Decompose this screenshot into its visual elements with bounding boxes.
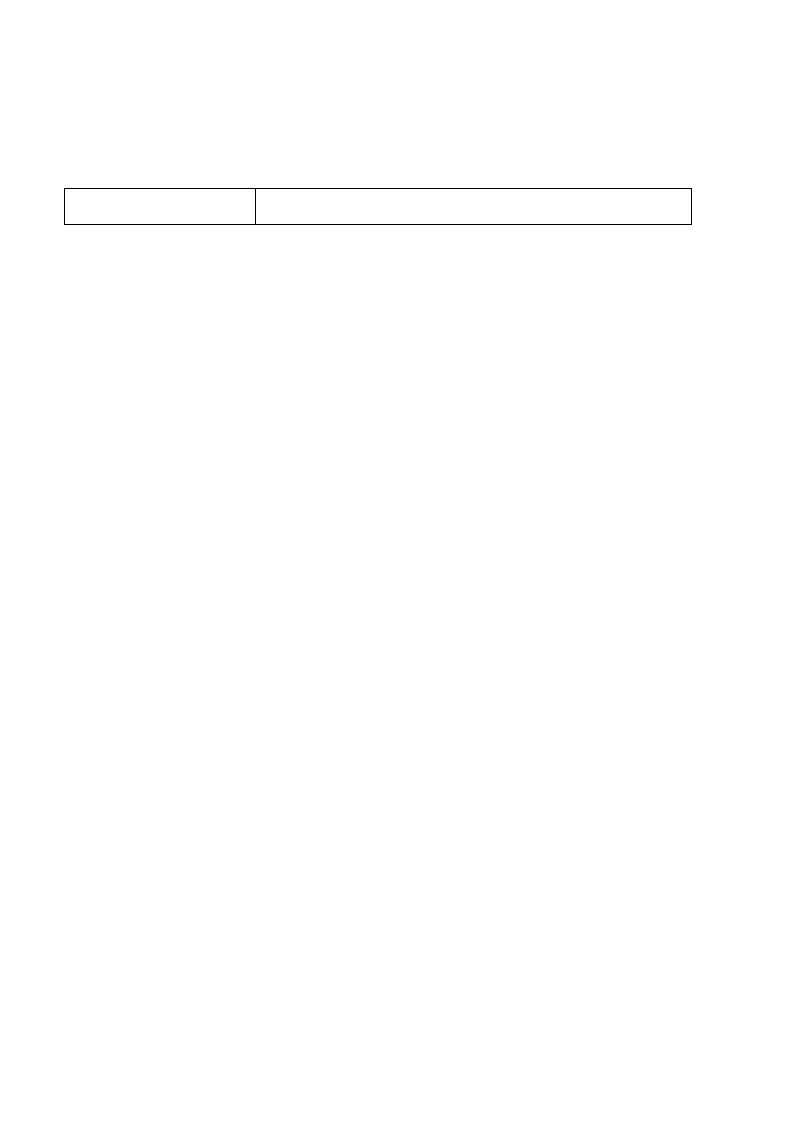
table-row-modal <box>65 189 692 225</box>
tip1-paragraph <box>72 787 724 818</box>
grammar-table <box>64 188 692 225</box>
modal-verbs-cell <box>256 189 692 225</box>
main-test-paragraph <box>72 880 724 911</box>
category-cell <box>65 189 256 225</box>
